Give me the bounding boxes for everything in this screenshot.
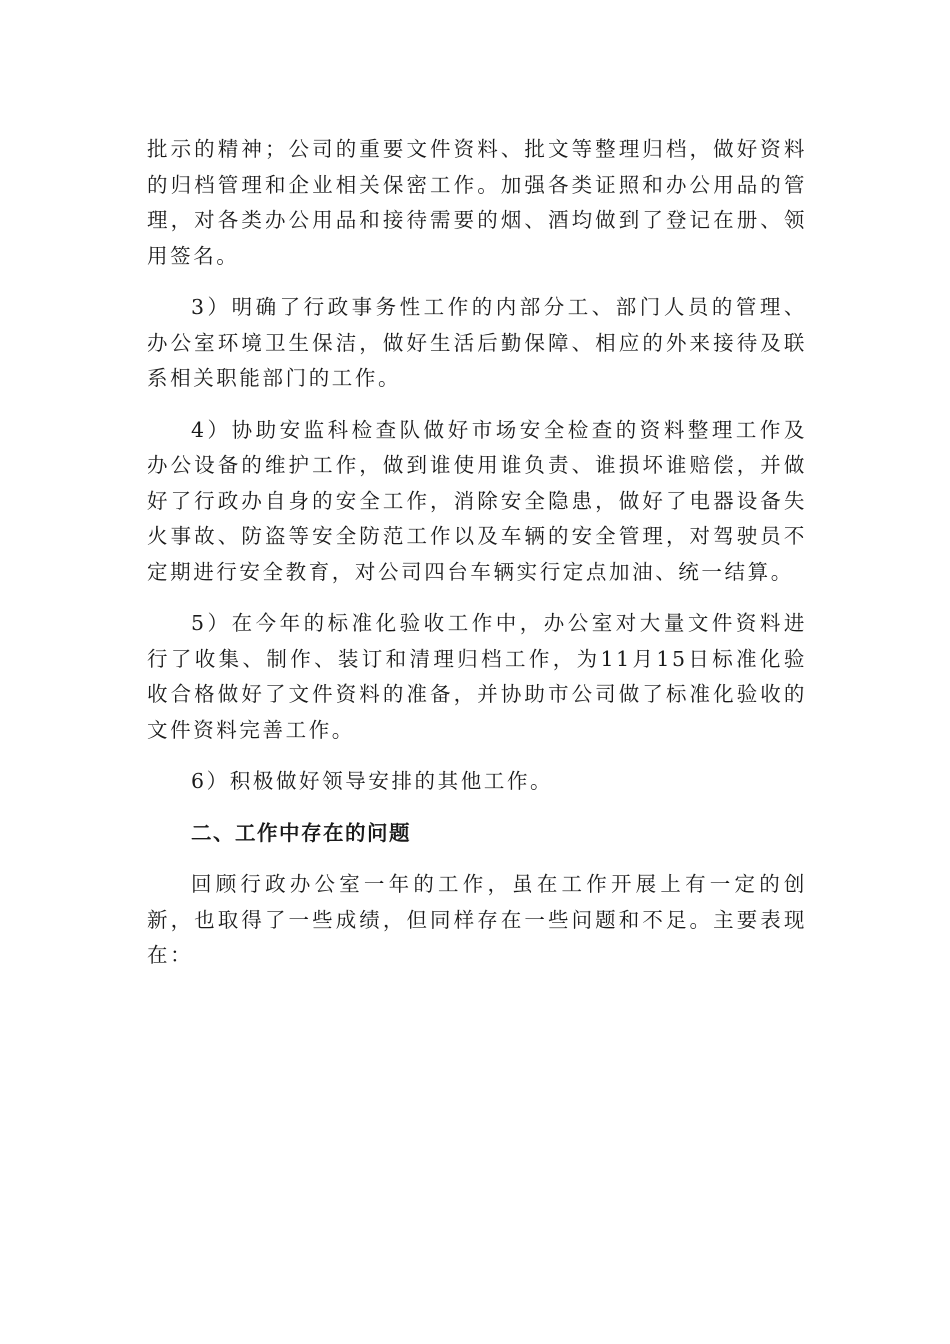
paragraph-item-4: 4）协助安监科检查队做好市场安全检查的资料整理工作及办公设备的维护工作，做到谁使用谁负责、谁损坏谁赔偿，并做好了行政办自身的安全工作，消除安全隐患，做好了电器设备失火事故、防盗等安全防范工作以及车辆的安全管理，对驾驶员不定期进行安全教育，对公司四台车辆实行定点加油、统一结算。 (147, 417, 807, 584)
paragraph-item-6: 6）积极做好领导安排的其他工作。 (191, 769, 554, 793)
section-heading-problems: 二、工作中存在的问题 (191, 820, 411, 845)
paragraph-item-5: 5）在今年的标准化验收工作中，办公室对大量文件资料进行了收集、制作、装订和清理归档工作，为11月15日标准化验收合格做好了文件资料的准备，并协助市公司做了标准化验收的文件资料完善工作。 (147, 611, 807, 742)
paragraph-archiving: 批示的精神；公司的重要文件资料、批文等整理归档，做好资料的归档管理和企业相关保密工作。加强各类证照和办公用品的管理，对各类办公用品和接待需要的烟、酒均做到了登记在册、领用签名。 (147, 137, 807, 268)
document-page (147, 132, 807, 974)
paragraph-item-3: 3）明确了行政事务性工作的内部分工、部门人员的管理、办公室环境卫生保洁，做好生活后勤保障、相应的外来接待及联系相关职能部门的工作。 (147, 295, 807, 390)
paragraph-review: 回顾行政办公室一年的工作，虽在工作开展上有一定的创新，也取得了一些成绩，但同样存在一些问题和不足。主要表现在： (147, 872, 807, 967)
